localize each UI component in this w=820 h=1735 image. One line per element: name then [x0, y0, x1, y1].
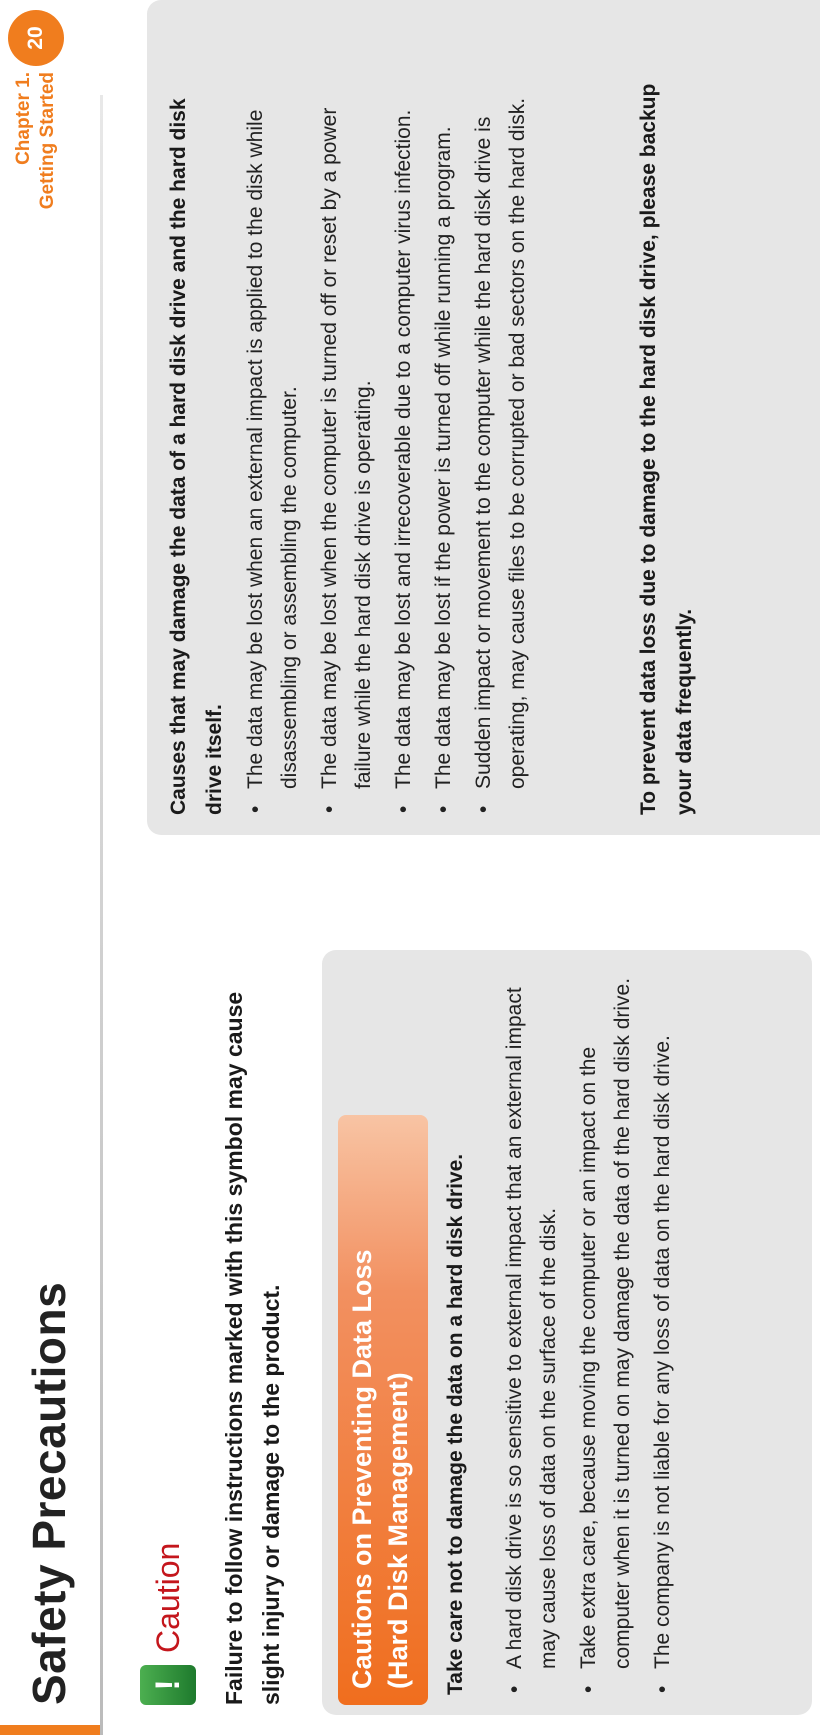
exclamation-icon: !	[140, 1665, 196, 1705]
chapter-number: Chapter 1.	[13, 72, 34, 165]
list-item-text: The data may be lost when an external impact is applied to the disk while disassembling or assembling the computer.	[244, 109, 301, 789]
list-item	[427, 45, 461, 815]
list-item-text: The data may be lost when the computer is turned off or reset by a power failure while the hard disk drive is operating.	[318, 107, 375, 789]
bullet-icon: •	[318, 805, 341, 813]
list-item	[387, 45, 421, 815]
caution-label: Caution	[149, 1542, 186, 1653]
list-item-text: A hard disk drive is so sensitive to external impact that an external impact may cause loss of data on the surface of the disk.	[503, 987, 560, 1669]
left-lead: Take care not to damage the data on a hard disk drive.	[444, 1153, 467, 1695]
list-item	[646, 965, 680, 1695]
banner-title: Cautions on Preventing Data Loss	[347, 1249, 377, 1689]
list-item	[239, 45, 307, 815]
right-bullet-list	[239, 45, 541, 815]
list-item-text: The data may be lost and irrecoverable due to a computer virus infection.	[392, 109, 415, 789]
bullet-icon: •	[432, 805, 455, 813]
list-item	[572, 965, 640, 1695]
list-item	[313, 45, 381, 815]
list-item	[467, 45, 535, 815]
bullet-icon: •	[577, 1685, 600, 1693]
page-title: Safety Precautions	[23, 1281, 75, 1705]
backup-note: To prevent data loss due to damage to the hard disk drive, please backup your data frequently.	[637, 83, 696, 815]
bullet-icon: •	[392, 805, 415, 813]
list-item-text: Take extra care, because moving the computer or an impact on the computer when it is turned on may damage the data of the hard disk drive.	[577, 977, 634, 1669]
bullet-icon: •	[244, 805, 267, 813]
header-divider	[100, 95, 103, 1735]
list-item-text: Sudden impact or movement to the computer while the hard disk drive is operating, may cause files to be corrupted or bad sectors on the hard disk.	[472, 97, 529, 789]
causes-box	[147, 0, 820, 835]
list-item	[498, 965, 566, 1695]
caution-heading	[140, 1543, 196, 1705]
banner-subtitle: (Hard Disk Management)	[383, 1372, 413, 1689]
caution-text: Failure to follow instructions marked with this symbol may cause slight injury or damage to the product.	[221, 991, 284, 1705]
right-lead: Causes that may damage the data of a hard disk drive and the hard disk drive itself.	[167, 98, 226, 815]
page-number-badge: 20	[8, 10, 64, 66]
chapter-title: Getting Started	[37, 72, 58, 210]
bullet-icon: •	[503, 1685, 526, 1693]
accent-strip	[0, 1725, 100, 1735]
section-banner	[338, 1115, 428, 1705]
bullet-icon: •	[472, 805, 495, 813]
data-loss-box	[322, 950, 812, 1715]
list-item-text: The company is not liable for any loss of data on the hard disk drive.	[651, 1035, 674, 1669]
bullet-icon: •	[651, 1685, 674, 1693]
left-bullet-list	[498, 965, 686, 1695]
chapter-label	[12, 72, 60, 209]
list-item-text: The data may be lost if the power is turned off while running a program.	[432, 126, 455, 789]
